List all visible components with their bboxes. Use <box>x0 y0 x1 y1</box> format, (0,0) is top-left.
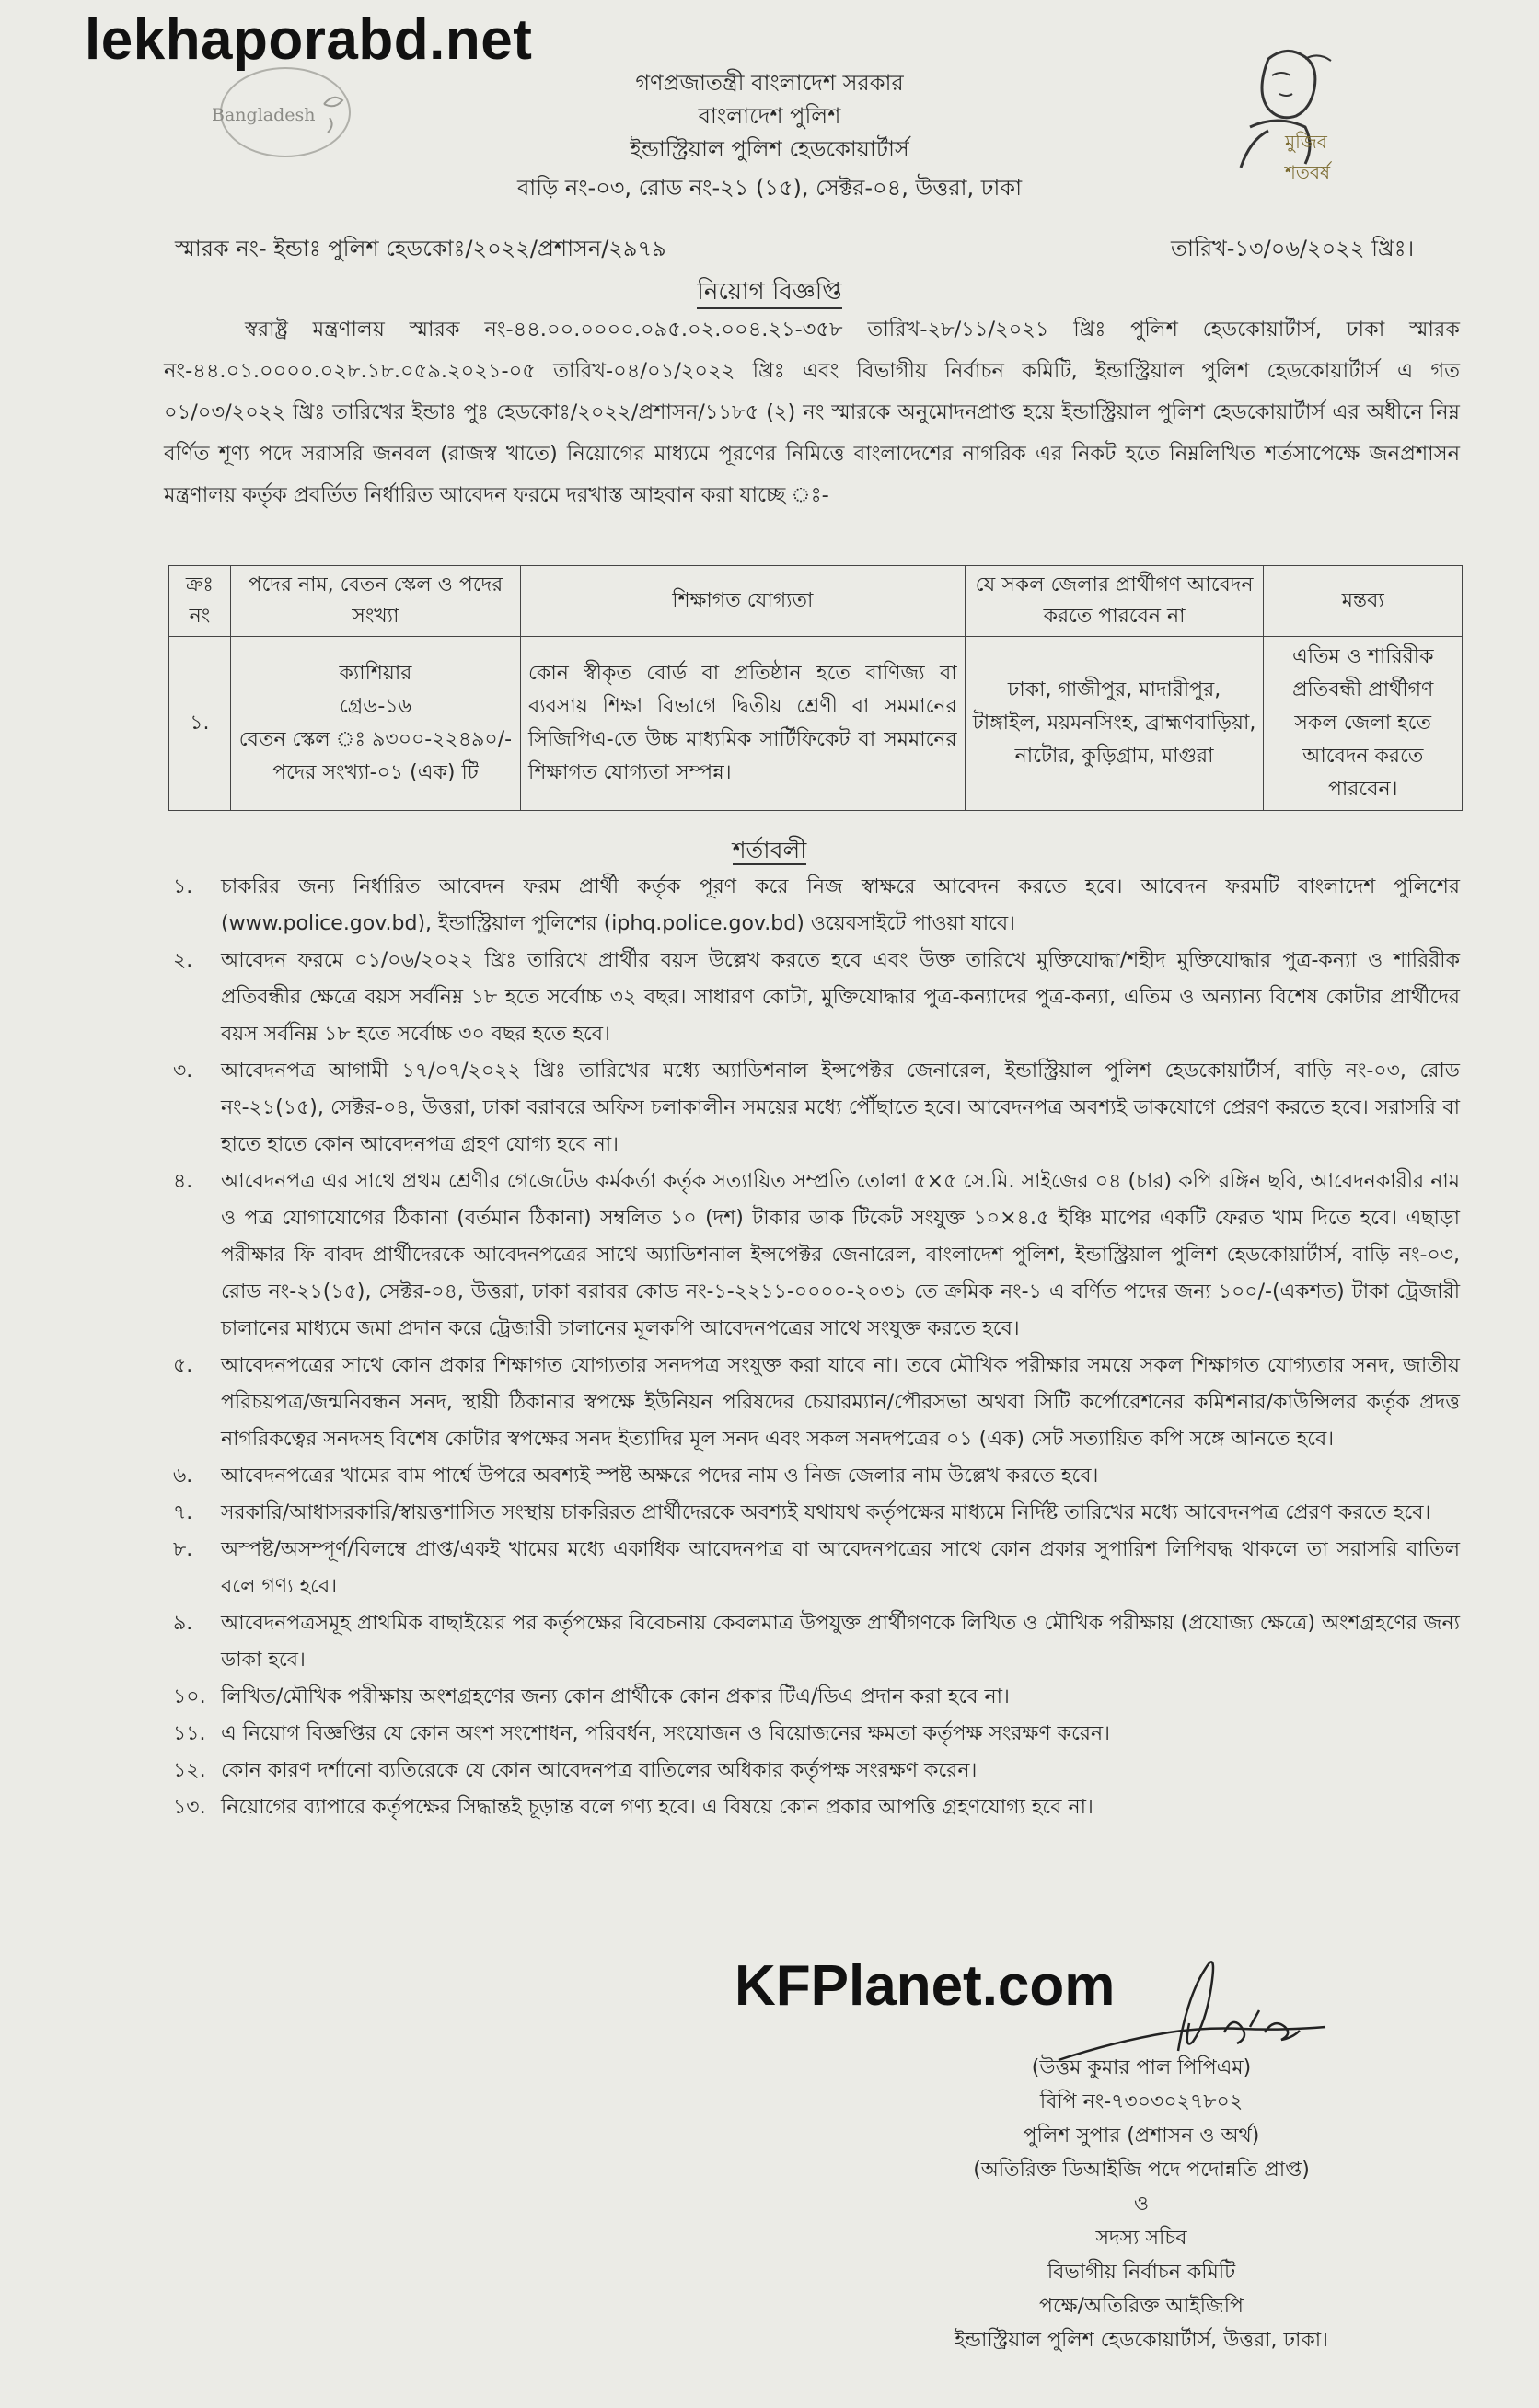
list-item <box>173 1716 1460 1753</box>
condition-text: লিখিত/মৌখিক পরীক্ষায় অংশগ্রহণের জন্য কোন প্রার্থীকে কোন প্রকার টিএ/ডিএ প্রদান করা হবে না। <box>221 1685 1010 1708</box>
condition-text: এ নিয়োগ বিজ্ঞপ্তির যে কোন অংশ সংশোধন, পরিবর্ধন, সংযোজন ও বিয়োজনের ক্ষমতা কর্তৃপক্ষ সংরক্ষণ করেন। <box>221 1722 1110 1745</box>
condition-number: ৬. <box>173 1464 193 1488</box>
signatory-block <box>828 2051 1454 2357</box>
signatory-bp-number: বিপি নং-৭৩০৩০২৭৮০২ <box>1039 2090 1244 2113</box>
conditions-list <box>173 869 1460 1826</box>
list-item <box>173 1679 1460 1716</box>
page-title-text: নিয়োগ বিজ্ঞপ্তি <box>697 278 841 309</box>
list-item <box>173 1532 1460 1605</box>
condition-text: চাকরির জন্য নির্ধারিত আবেদন ফরম প্রার্থী কর্তৃক পূরণ করে নিজ স্বাক্ষরে আবেদন করতে হবে। আবেদন ফরমটি বাংলাদেশ পুলিশের (www.police.gov.bd), ইন্ডাস্ট্রিয়াল পুলিশের (iphq.police.gov.bd) ওয়েবসাইটে পাওয়া যাবে। <box>221 875 1460 935</box>
header-districts: যে সকল জেলার প্রার্থীগণ আবেদন করতে পারবেন না <box>965 566 1264 637</box>
condition-text: আবেদনপত্র এর সাথে প্রথম শ্রেণীর গেজেটেড কর্মকর্তা কর্তৃক সত্যায়িত সম্প্রতি তোলা ৫×৫ সে.মি. সাইজের ০৪ (চার) কপি রঙ্গিন ছবি, আবেদনকারীর নাম ও পত্র যোগাযোগের ঠিকানা (বর্তমান ঠিকানা) সম্বলিত ১০ (দশ) টাকার ডাক টিকেট সংযুক্ত ১০×৪.৫ ইঞ্চি মাপের একটি ফেরত খাম দিতে হবে। এছাড়া পরীক্ষার ফি বাবদ প্রার্থীদেরকে আবেদনপত্রের সাথে অ্যাডিশনাল ইন্সপেক্টর জেনারেল, বাংলাদেশ পুলিশ, ইন্ডাস্ট্রিয়াল পুলিশ হেডকোয়ার্টার্স, বাড়ি নং-০৩, রোড নং-২১(১৫), সেক্টর-০৪, উত্তরা, ঢাকা বরাবর কোড নং-১-২২১১-০০০০-২০৩১ তে ক্রমিক নং-১ এ বর্ণিত পদের জন্য ১০০/-(একশত) টাকা ট্রেজারী চালানের মাধ্যমে জমা প্রদান করে ট্রেজারী চালানের মূলকপি আবেদনপত্রের সাথে সংযুক্ত করতে হবে। <box>221 1170 1460 1340</box>
posts-table <box>168 565 1463 811</box>
post-count: পদের সংখ্যা-০১ (এক) টি <box>272 761 479 784</box>
condition-text: নিয়োগের ব্যাপারে কর্তৃপক্ষের সিদ্ধান্তই চূড়ান্ত বলে গণ্য হবে। এ বিষয়ে কোন প্রকার আপত্তি গ্রহণযোগ্য হবে না। <box>221 1796 1094 1819</box>
list-item <box>173 1495 1460 1532</box>
list-item <box>173 943 1460 1053</box>
intro-paragraph: স্বরাষ্ট্র মন্ত্রণালয় স্মারক নং-৪৪.০০.০০০০.০৯৫.০২.০০৪.২১-৩৫৮ তারিখ-২৮/১১/২০২১ খ্রিঃ পুলিশ হেডকোয়ার্টার্স, ঢাকা স্মারক নং-৪৪.০১.০০০০.০২৮.১৮.০৫৯.২০২১-০৫ তারিখ-০৪/০১/২০২২ খ্রিঃ এবং বিভাগীয় নির্বাচন কমিটি, ইন্ডাস্ট্রিয়াল পুলিশ হেডকোয়ার্টার্স এ গত ০১/০৩/২০২২ খ্রিঃ তারিখের ইন্ডাঃ পুঃ হেডকোঃ/২০২২/প্রশাসন/১১৮৫ (২) নং স্মারকে অনুমোদনপ্রাপ্ত হয়ে ইন্ডাস্ট্রিয়াল পুলিশ হেডকোয়ার্টার্স এর অধীনে নিম্ন বর্ণিত শূণ্য পদে সরাসরি জনবল (রাজস্ব খাতে) নিয়োগের মাধ্যমে পূরণের নিমিত্তে বাংলাদেশের নাগরিক এর নিকট হতে নিম্নলিখিত শর্তসাপেক্ষে জনপ্রশাসন মন্ত্রণালয় কর্তৃক প্রবর্তিত নির্ধারিত আবেদন ফরমে দরখাস্ত আহবান করা যাচ্ছে ঃ- <box>164 318 1460 507</box>
signatory-role: সদস্য সচিব <box>1095 2227 1187 2250</box>
condition-text: কোন কারণ দর্শানো ব্যতিরেকে যে কোন আবেদনপত্র বাতিলের অধিকার কর্তৃপক্ষ সংরক্ষণ করেন। <box>221 1759 978 1782</box>
condition-text: আবেদনপত্রের খামের বাম পার্শ্বে উপরে অবশ্যই স্পষ্ট অক্ষরে পদের নাম ও নিজ জেলার নাম উল্লেখ করতে হবে। <box>221 1464 1099 1488</box>
list-item <box>173 1789 1460 1826</box>
header-line-office: ইন্ডাস্ট্রিয়াল পুলিশ হেডকোয়ার্টার্স <box>630 136 909 162</box>
list-item <box>173 1605 1460 1679</box>
header-sl: ক্রঃ নং <box>169 566 231 637</box>
condition-number: ৮. <box>173 1538 193 1561</box>
list-item <box>173 869 1460 943</box>
condition-number: ১. <box>173 875 193 898</box>
signatory-designation: পুলিশ সুপার (প্রশাসন ও অর্থ) <box>1023 2124 1260 2148</box>
header-remarks: মন্তব্য <box>1264 566 1463 637</box>
memo-reference: স্মারক নং- ইন্ডাঃ পুলিশ হেডকোঃ/২০২২/প্রশাসন/২৯৭৯ <box>175 236 666 261</box>
header-line-address: বাড়ি নং-০৩, রোড নং-২১ (১৫), সেক্টর-০৪, উত্তরা, ঢাকা <box>516 175 1023 201</box>
cell-post <box>230 637 520 811</box>
post-scale: বেতন স্কেল ঃ ৯৩০০-২২৪৯০/- <box>238 728 513 751</box>
header-line-government: গণপ্রজাতন্ত্রী বাংলাদেশ সরকার <box>635 70 904 96</box>
table-row <box>169 637 1463 811</box>
condition-number: ১২. <box>173 1759 206 1782</box>
condition-text: অস্পষ্ট/অসম্পূর্ণ/বিলম্বে প্রাপ্ত/একই খামের মধ্যে একাধিক আবেদনপত্র বা আবেদনপত্রের সাথে কোন প্রকার সুপারিশ লিপিবদ্ধ থাকলে তা সরাসরি বাতিল বলে গণ্য হবে। <box>221 1538 1460 1598</box>
cell-districts: ঢাকা, গাজীপুর, মাদারীপুর, টাঙ্গাইল, ময়মনসিংহ, ব্রাহ্মণবাড়িয়া, নাটোর, কুড়িগ্রাম, মাগুরা <box>965 637 1264 811</box>
list-item <box>173 1753 1460 1789</box>
condition-number: ৪. <box>173 1170 193 1193</box>
condition-number: ৭. <box>173 1501 193 1524</box>
condition-number: ৫. <box>173 1354 193 1377</box>
table-header-row <box>169 566 1463 637</box>
list-item <box>173 1163 1460 1348</box>
list-item <box>173 1348 1460 1458</box>
condition-text: সরকারি/আধাসরকারি/স্বায়ত্তশাসিত সংস্থায় চাকরিরত প্রার্থীদেরকে অবশ্যই যথাযথ কর্তৃপক্ষের মাধ্যমে নির্দিষ্ট তারিখের মধ্যে আবেদনপত্র প্রেরণ করতে হবে। <box>221 1501 1431 1524</box>
cell-sl: ১. <box>169 637 231 811</box>
condition-number: ৯. <box>173 1612 193 1635</box>
cell-remarks: এতিম ও শারিরীক প্রতিবন্ধী প্রার্থীগণ সকল জেলা হতে আবেদন করতে পারবেন। <box>1264 637 1463 811</box>
condition-number: ১০. <box>173 1685 206 1708</box>
signatory-promotion: (অতিরিক্ত ডিআইজি পদে পদোন্নতি প্রাপ্ত) <box>973 2159 1310 2182</box>
condition-text: আবেদনপত্র আগামী ১৭/০৭/২০২২ খ্রিঃ তারিখের মধ্যে অ্যাডিশনাল ইন্সপেক্টর জেনারেল, ইন্ডাস্ট্রিয়াল পুলিশ হেডকোয়ার্টার্স, বাড়ি নং-০৩, রোড নং-২১(১৫), সেক্টর-০৪, উত্তরা, ঢাকা বরাবরে অফিস চলাকালীন সময়ের মধ্যে পৌঁছাতে হবে। আবেদনপত্র অবশ্যই ডাকযোগে প্রেরণ করতে হবে। সরাসরি বা হাতে হাতে কোন আবেদনপত্র গ্রহণ যোগ্য হবে না। <box>221 1059 1460 1156</box>
signatory-conjunction: ও <box>1133 2193 1150 2216</box>
signatory-committee: বিভাগীয় নির্বাচন কমিটি <box>1047 2261 1236 2284</box>
conditions-heading <box>0 832 1539 872</box>
condition-text: আবেদনপত্রের সাথে কোন প্রকার শিক্ষাগত যোগ্যতার সনদপত্র সংযুক্ত করা যাবে না। তবে মৌখিক পরীক্ষার সময়ে সকল শিক্ষাগত যোগ্যতার সনদ, জাতীয় পরিচয়পত্র/জন্মনিবন্ধন সনদ, স্থায়ী ঠিকানার স্বপক্ষে ইউনিয়ন পরিষদের চেয়ারম্যান/পৌরসভা অথবা সিটি কর্পোরেশনের কমিশনার/কাউন্সিলর কর্তৃক প্রদত্ত নাগরিকত্বের সনদসহ বিশেষ কোটার স্বপক্ষের সনদ ইত্যাদির মূল সনদ এবং সকল সনদপত্রের ০১ (এক) সেট সত্যায়িত কপি সঙ্গে আনতে হবে। <box>221 1354 1460 1451</box>
condition-number: ২. <box>173 949 193 972</box>
condition-text: আবেদন ফরমে ০১/০৬/২০২২ খ্রিঃ তারিখে প্রার্থীর বয়স উল্লেখ করতে হবে এবং উক্ত তারিখে মুক্তিযোদ্ধা/শহীদ মুক্তিযোদ্ধার পুত্র-কন্যা ও শারিরীক প্রতিবন্ধীর ক্ষেত্রে বয়স সর্বনিম্ন ১৮ হতে সর্বোচ্চ ৩২ বছর। সাধারণ কোটা, মুক্তিযোদ্ধার পুত্র-কন্যাদের পুত্র-কন্যা, এতিম ও অন্যান্য বিশেষ কোটার প্রার্থীদের বয়স সর্বনিম্ন ১৮ হতে সর্বোচ্চ ৩০ বছর হতে হবে। <box>221 949 1460 1046</box>
list-item <box>173 1458 1460 1495</box>
condition-number: ১১. <box>173 1722 206 1745</box>
header-post: পদের নাম, বেতন স্কেল ও পদের সংখ্যা <box>230 566 520 637</box>
emblem-label: মুজিব শতবর্ষ <box>1285 131 1330 183</box>
watermark-middle: KFPlanet.com <box>735 1954 1116 2018</box>
watermark-top: lekhaporabd.net <box>85 8 533 72</box>
signatory-name: (উত্তম কুমার পাল পিপিএম) <box>1031 2056 1252 2079</box>
post-grade: গ্রেড-১৬ <box>339 695 411 718</box>
condition-number: ৩. <box>173 1059 193 1082</box>
signatory-office: ইন্ডাস্ট্রিয়াল পুলিশ হেডকোয়ার্টার্স, উত্তরা, ঢাকা। <box>954 2329 1329 2352</box>
post-name: ক্যাশিয়ার <box>339 662 412 685</box>
condition-text: আবেদনপত্রসমূহ প্রাথমিক বাছাইয়ের পর কর্তৃপক্ষের বিবেচনায় কেবলমাত্র উপযুক্ত প্রার্থীগণকে লিখিত ও মৌখিক পরীক্ষায় (প্রযোজ্য ক্ষেত্রে) অংশগ্রহণের জন্য ডাকা হবে। <box>221 1612 1460 1672</box>
list-item <box>173 1053 1460 1163</box>
page-title <box>0 272 1539 313</box>
header-line-police: বাংলাদেশ পুলিশ <box>698 103 841 129</box>
memo-date: তারিখ-১৩/০৬/২০২২ খ্রিঃ। <box>1171 236 1415 261</box>
signatory-behalf: পক্ষে/অতিরিক্ত আইজিপি <box>1039 2295 1244 2318</box>
condition-number: ১৩. <box>173 1796 206 1819</box>
header-education: শিক্ষাগত যোগ্যতা <box>521 566 966 637</box>
conditions-heading-text: শর্তাবলী <box>732 837 807 863</box>
cell-education: কোন স্বীকৃত বোর্ড বা প্রতিষ্ঠান হতে বাণিজ্য বা ব্যবসায় শিক্ষা বিভাগে দ্বিতীয় শ্রেণী বা সমমানের সিজিপিএ-তে উচ্চ মাধ্যমিক সার্টিফিকেট বা সমমানের শিক্ষাগত যোগ্যতা সম্পন্ন। <box>521 637 966 811</box>
seal-label: Bangladesh <box>212 105 316 125</box>
